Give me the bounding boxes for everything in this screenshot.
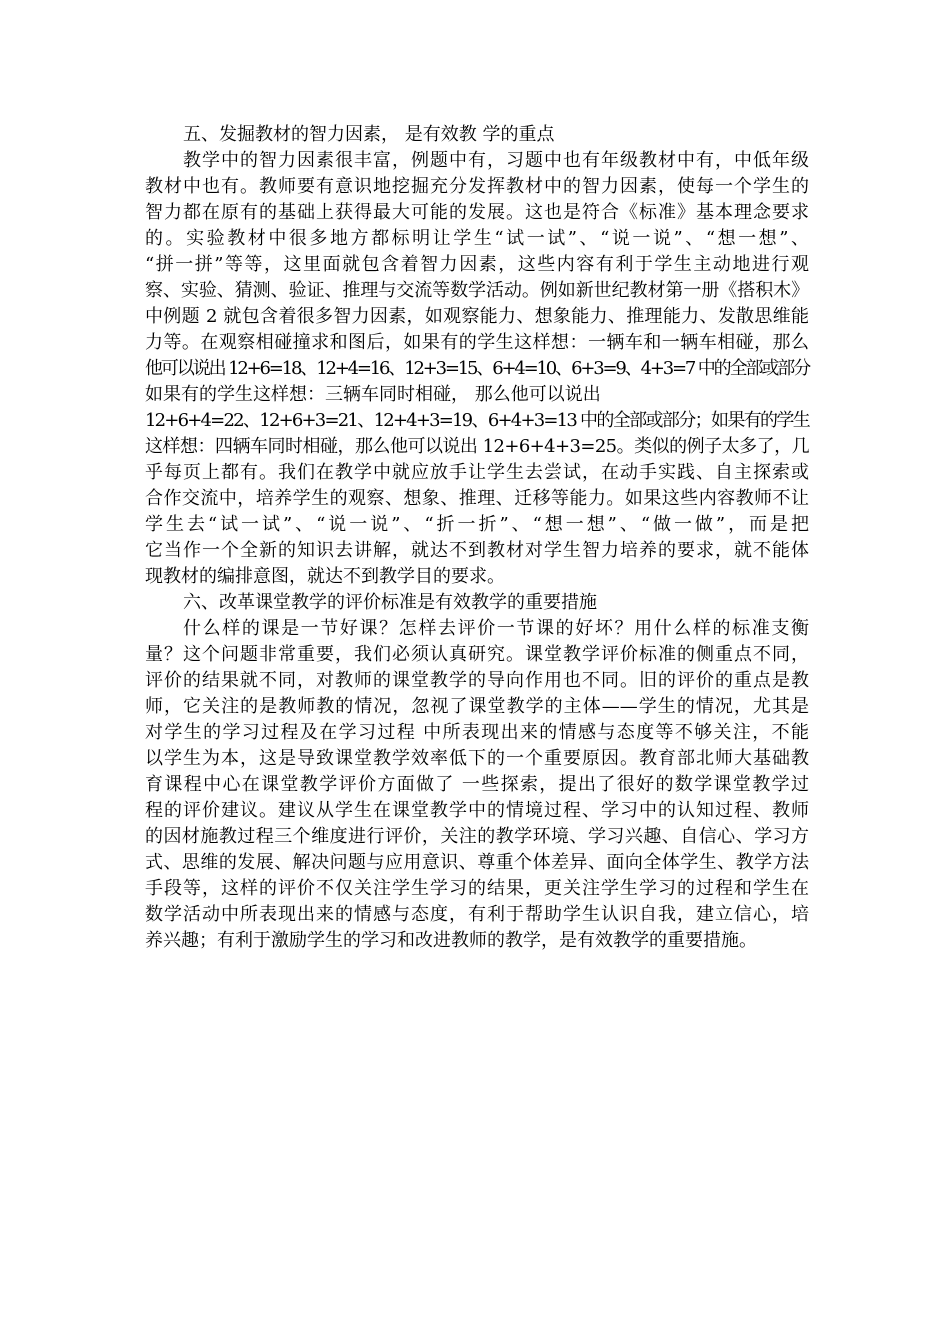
section-5-line: 力等。在观察相碰撞求和图后，如果有的学生这样想：一辆车和一辆车相碰，那么 [145, 332, 809, 353]
section-6-line: 式、思维的发展、解决问题与应用意识、尊重个体差异、面向全体学生、教学方法 [145, 852, 809, 873]
section-5-line: 如果有的学生这样想：三辆车同时相碰， 那么他可以说出 [145, 384, 601, 405]
section-6-line: 以学生为本，这是导致课堂教学效率低下的一个重要原因。教育部北师大基础教 [145, 748, 809, 769]
section-5-line: 现教材的编排意图，就达不到教学目的要求。 [145, 566, 505, 587]
section-5-heading: 五、发掘教材的智力因素， 是有效教 学的重点 [183, 124, 555, 145]
section-5-line: 它当作一个全新的知识去讲解，就达不到教材对学生智力培养的要求，就不能体 [145, 540, 809, 561]
section-5-line: 乎每页上都有。我们在教学中就应放手让学生去尝试，在动手实践、自主探索或 [145, 462, 809, 483]
section-6-line: 手段等，这样的评价不仅关注学生学习的结果，更关注学生学习的过程和学生在 [145, 878, 809, 899]
section-5-line: 12+6+4=22、12+6+3=21、12+4+3=19、6+4+3=13 中的全部或部分；如果有的学生 [145, 410, 809, 431]
section-5-line: 这样想：四辆车同时相碰，那么他可以说出 12+6+4+3=25。类似的例子太多了，几 [145, 436, 809, 457]
section-5-line: 他可以说出 12+6=18、12+4=16、12+3=15、6+4=10、6+3=9、4+3=7 中的全部或部分 [145, 358, 809, 379]
section-6-line: 师，它关注的是教师教的情况，忽视了课堂教学的主体——学生的情况，尤其是 [145, 696, 809, 717]
section-6-line: 养兴趣；有利于激励学生的学习和改进教师的教学，是有效教学的重要措施。 [145, 930, 757, 951]
section-6-line: 程的评价建议。建议从学生在课堂教学中的情境过程、学习中的认知过程、教师 [145, 800, 809, 821]
section-6-line: 的因材施教过程三个维度进行评价，关注的教学环境、学习兴趣、自信心、学习方 [145, 826, 809, 847]
section-6-line: 数学活动中所表现出来的情感与态度，有利于帮助学生认识自我，建立信心，培 [145, 904, 809, 925]
section-6-line: 对学生的学习过程及在学习过程 中所表现出来的情感与态度等不够关注，不能 [145, 722, 809, 743]
section-5-line: 教材中也有。教师要有意识地挖掘充分发挥教材中的智力因素，使每一个学生的 [145, 176, 809, 197]
section-6-line: 什么样的课是一节好课？怎样去评价一节课的好坏？用什么样的标准支衡 [183, 618, 809, 639]
section-5-line: 中例题 2 就包含着很多智力因素，如观察能力、想象能力、推理能力、发散思维能 [145, 306, 809, 327]
document-page [145, 122, 809, 954]
section-5-line: “拼一拼”等等，这里面就包含着智力因素，这些内容有利于学生主动地进行观 [145, 254, 809, 275]
section-5-line: 智力都在原有的基础上获得最大可能的发展。这也是符合《标准》基本理念要求 [145, 202, 809, 223]
section-5-line: 教学中的智力因素很丰富，例题中有，习题中也有年级教材中有，中低年级 [183, 150, 809, 171]
section-6-heading: 六、改革课堂教学的评价标准是有效教学的重要措施 [183, 592, 597, 613]
section-5-line: 合作交流中，培养学生的观察、想象、推理、迁移等能力。如果这些内容教师不让 [145, 488, 809, 509]
section-5-line: 的。实验教材中很多地方都标明让学生“试一试”、“说一说”、“想一想”、 [145, 228, 809, 249]
section-5-line: 察、实验、猜测、验证、推理与交流等数学活动。例如新世纪教材第一册《搭积木》 [145, 280, 809, 301]
section-5-line: 学生去“试一试”、“说一说”、“折一折”、“想一想”、“做一做”，而是把 [145, 514, 809, 535]
section-6-line: 育课程中心在课堂教学评价方面做了 一些探索，提出了很好的数学课堂教学过 [145, 774, 809, 795]
section-6-line: 量？这个问题非常重要，我们必须认真研究。课堂教学评价标准的侧重点不同， [145, 644, 809, 665]
section-6-line: 评价的结果就不同，对教师的课堂教学的导向作用也不同。旧的评价的重点是教 [145, 670, 809, 691]
